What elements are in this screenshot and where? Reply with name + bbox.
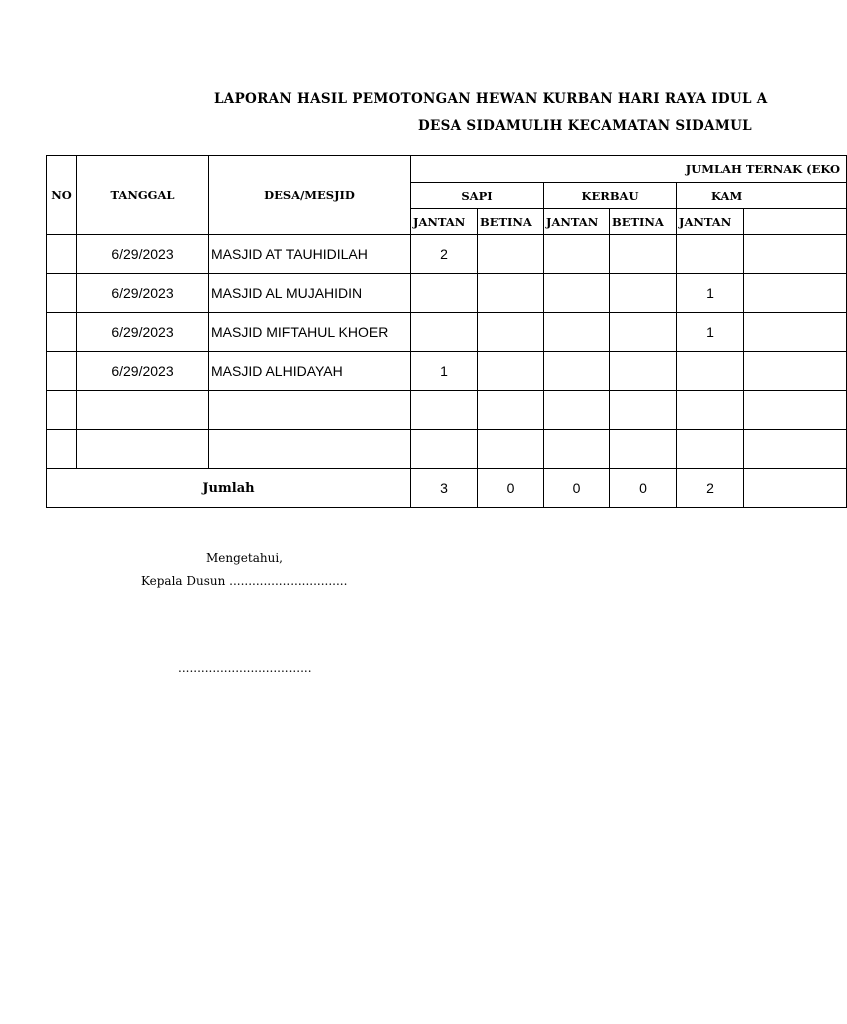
cell-sapi-jantan [411, 430, 478, 469]
total-row [47, 469, 847, 508]
header-kambing: KAM [677, 183, 847, 209]
cell-sapi-jantan [411, 274, 478, 313]
cell-tanggal [77, 430, 209, 469]
header-no: NO [47, 156, 77, 235]
cell-kambing-jantan: 1 [677, 313, 744, 352]
cell-kerbau-jantan [544, 313, 610, 352]
header-kerbau-betina: BETINA [610, 209, 677, 235]
cell-sapi-betina [478, 430, 544, 469]
cell-kerbau-betina [610, 352, 677, 391]
cell-kambing-betina [744, 235, 847, 274]
cell-desa: MASJID AL MUJAHIDIN [209, 274, 411, 313]
total-sapi-betina: 0 [478, 469, 544, 508]
cell-no [47, 235, 77, 274]
kepala-dusun-label: Kepala Dusun ............................... [141, 574, 348, 588]
report-title: LAPORAN HASIL PEMOTONGAN HEWAN KURBAN HARI RAYA IDUL A [214, 91, 768, 107]
table-row [47, 391, 847, 430]
cell-kambing-jantan: 1 [677, 274, 744, 313]
mengetahui-label: Mengetahui, [206, 551, 283, 565]
slaughter-report-table [46, 155, 847, 508]
cell-kerbau-betina [610, 430, 677, 469]
header-jumlah-ternak: JUMLAH TERNAK (EKO [411, 156, 847, 183]
cell-tanggal: 6/29/2023 [77, 352, 209, 391]
cell-no [47, 430, 77, 469]
cell-kambing-jantan [677, 235, 744, 274]
header-sapi-jantan: JANTAN [411, 209, 478, 235]
header-tanggal: TANGGAL [77, 156, 209, 235]
header-desa-mesjid: DESA/MESJID [209, 156, 411, 235]
total-sapi-jantan: 3 [411, 469, 478, 508]
cell-kerbau-jantan [544, 352, 610, 391]
header-kerbau: KERBAU [544, 183, 677, 209]
cell-no [47, 274, 77, 313]
total-kambing-jantan: 2 [677, 469, 744, 508]
cell-desa: MASJID ALHIDAYAH [209, 352, 411, 391]
cell-kerbau-jantan [544, 430, 610, 469]
cell-sapi-betina [478, 391, 544, 430]
cell-kambing-betina [744, 391, 847, 430]
cell-kambing-betina [744, 274, 847, 313]
table-row [47, 430, 847, 469]
cell-kerbau-betina [610, 391, 677, 430]
header-sapi: SAPI [411, 183, 544, 209]
cell-sapi-betina [478, 352, 544, 391]
cell-desa: MASJID AT TAUHIDILAH [209, 235, 411, 274]
cell-desa [209, 430, 411, 469]
cell-sapi-jantan: 1 [411, 352, 478, 391]
cell-kerbau-jantan [544, 274, 610, 313]
signature-name-line: ................................... [178, 661, 312, 675]
cell-kerbau-jantan [544, 235, 610, 274]
total-kambing-betina [744, 469, 847, 508]
cell-sapi-jantan: 2 [411, 235, 478, 274]
total-kerbau-betina: 0 [610, 469, 677, 508]
cell-tanggal: 6/29/2023 [77, 274, 209, 313]
table-row [47, 235, 847, 274]
cell-desa: MASJID MIFTAHUL KHOER [209, 313, 411, 352]
cell-sapi-jantan [411, 313, 478, 352]
cell-tanggal: 6/29/2023 [77, 235, 209, 274]
header-sapi-betina: BETINA [478, 209, 544, 235]
header-kambing-jantan: JANTAN [677, 209, 744, 235]
header-kambing-betina [744, 209, 847, 235]
cell-kambing-betina [744, 352, 847, 391]
cell-sapi-betina [478, 274, 544, 313]
total-label: Jumlah [47, 469, 411, 508]
cell-sapi-jantan [411, 391, 478, 430]
table-row [47, 313, 847, 352]
cell-kerbau-betina [610, 313, 677, 352]
cell-no [47, 352, 77, 391]
cell-kambing-betina [744, 430, 847, 469]
report-subtitle: DESA SIDAMULIH KECAMATAN SIDAMUL [418, 118, 752, 134]
cell-no [47, 313, 77, 352]
cell-sapi-betina [478, 235, 544, 274]
cell-tanggal: 6/29/2023 [77, 313, 209, 352]
cell-kambing-jantan [677, 430, 744, 469]
cell-kerbau-betina [610, 235, 677, 274]
cell-kambing-jantan [677, 391, 744, 430]
table-row [47, 274, 847, 313]
cell-kambing-jantan [677, 352, 744, 391]
cell-desa [209, 391, 411, 430]
total-kerbau-jantan: 0 [544, 469, 610, 508]
cell-kerbau-betina [610, 274, 677, 313]
cell-kerbau-jantan [544, 391, 610, 430]
cell-tanggal [77, 391, 209, 430]
table-row [47, 352, 847, 391]
header-kerbau-jantan: JANTAN [544, 209, 610, 235]
cell-kambing-betina [744, 313, 847, 352]
cell-no [47, 391, 77, 430]
cell-sapi-betina [478, 313, 544, 352]
